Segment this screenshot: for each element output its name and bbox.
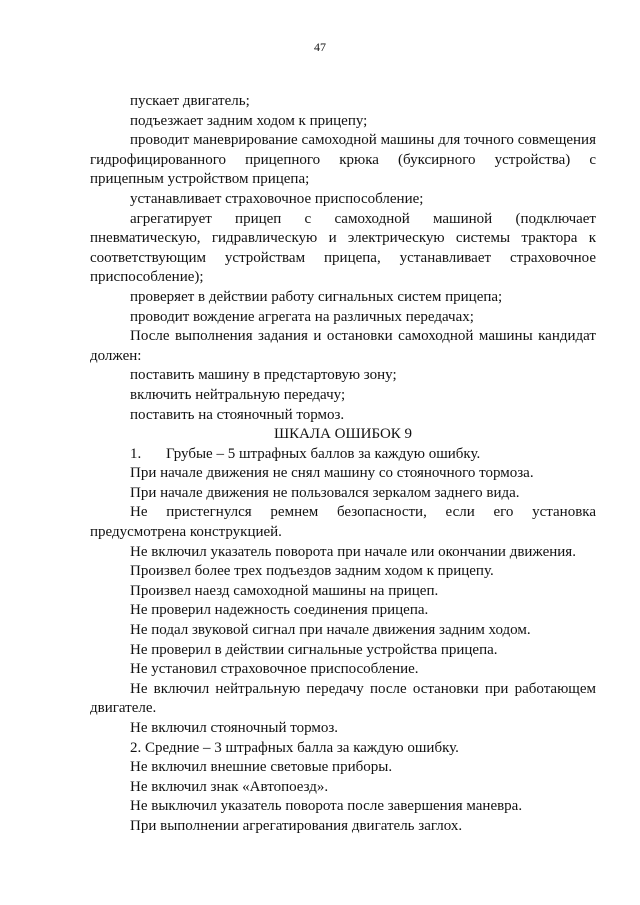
paragraph: проводит маневрирование самоходной машины для точного совмещения гидрофицированного прицепного крюка (буксирного устройства) с прицепным устройством прицепа;: [90, 132, 596, 188]
paragraph: Не включил внешние световые приборы.: [130, 759, 393, 776]
page-number: 47: [314, 40, 326, 54]
paragraph: 2. Средние – 3 штрафных балла за каждую ошибку.: [130, 739, 459, 756]
paragraph: Не включил указатель поворота при начале или окончании движения.: [130, 543, 576, 560]
item-text: Грубые – 5 штрафных баллов за каждую ошибку.: [166, 445, 481, 462]
item-number: 1.: [130, 445, 142, 462]
section-heading: ШКАЛА ОШИБОК 9: [273, 426, 413, 443]
paragraph: поставить машину в предстартовую зону;: [130, 367, 397, 384]
paragraph: подъезжает задним ходом к прицепу;: [130, 112, 368, 129]
paragraph: После выполнения задания и остановки самоходной машины кандидат должен:: [90, 328, 596, 364]
paragraph: При выполнении агрегатирования двигатель заглох.: [130, 817, 463, 834]
paragraph: Не выключил указатель поворота после завершения маневра.: [130, 798, 523, 815]
paragraph: агрегатирует прицеп с самоходной машиной (подключает пневматическую, гидравлическую и электрическую системы трактора к соответствующим устройствам прицепа, устанавливает страховочное приспособление);: [90, 210, 596, 286]
paragraph: Не проверил в действии сигнальные устройства прицепа.: [130, 641, 498, 658]
document-body: [90, 92, 596, 837]
paragraph: Произвел наезд самоходной машины на прицеп.: [130, 582, 439, 599]
paragraph: Не подал звуковой сигнал при начале движения задним ходом.: [130, 622, 531, 639]
paragraph: Не пристегнулся ремнем безопасности, если его установка предусмотрена конструкцией.: [90, 504, 596, 541]
paragraph: пускает двигатель;: [130, 93, 250, 109]
paragraph: включить нейтральную передачу;: [130, 386, 346, 403]
paragraph: поставить на стояночный тормоз.: [130, 406, 345, 423]
paragraph: Не включил стояночный тормоз.: [130, 720, 339, 736]
paragraph: Не включил знак «Автопоезд».: [130, 778, 329, 795]
paragraph: Не включил нейтральную передачу после остановки при работающем двигателе.: [90, 680, 596, 717]
paragraph: проводит вождение агрегата на различных передачах;: [130, 308, 474, 325]
paragraph: Не установил страховочное приспособление.: [130, 661, 419, 678]
paragraph: При начале движения не снял машину со стояночного тормоза.: [130, 465, 534, 482]
paragraph: устанавливает страховочное приспособление;: [130, 190, 424, 207]
paragraph: Не проверил надежность соединения прицепа.: [130, 602, 429, 619]
paragraph: Произвел более трех подъездов задним ходом к прицепу.: [130, 563, 494, 580]
numbered-item: [90, 445, 596, 465]
paragraph: При начале движения не пользовался зеркалом заднего вида.: [130, 484, 520, 501]
paragraph: проверяет в действии работу сигнальных систем прицепа;: [130, 288, 503, 305]
